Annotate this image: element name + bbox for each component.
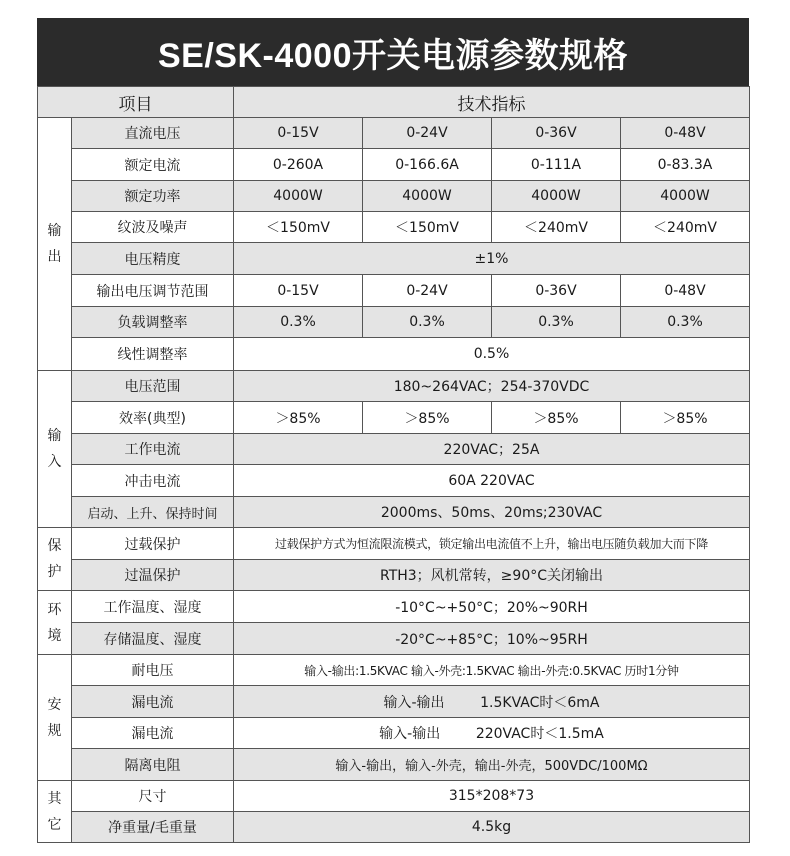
cell-value: 60A 220VAC <box>234 465 750 497</box>
cell-value: 0-260A <box>234 149 363 181</box>
table-row <box>38 528 750 560</box>
cell-value: 0-111A <box>492 149 621 181</box>
table-row <box>38 338 750 371</box>
table-row <box>38 749 750 781</box>
table-row <box>38 655 750 686</box>
row-label: 额定电流 <box>72 149 234 181</box>
header-spec: 技术指标 <box>234 87 750 118</box>
cell-value: 2000ms、50ms、20ms;230VAC <box>234 497 750 528</box>
spec-table <box>37 86 750 843</box>
group-environment-label: 环 境 <box>38 591 72 655</box>
cell-value: ＜150mV <box>363 212 492 243</box>
row-label: 电压精度 <box>72 243 234 275</box>
cell-value: 0-48V <box>621 118 750 149</box>
cell-value: 0-83.3A <box>621 149 750 181</box>
cell-value: 0-24V <box>363 275 492 307</box>
row-label: 输出电压调节范围 <box>72 275 234 307</box>
cell-value: 输入-输出 1.5KVAC时＜6mA <box>234 686 750 718</box>
table-row <box>38 243 750 275</box>
cell-value: ＜240mV <box>621 212 750 243</box>
row-label: 漏电流 <box>72 686 234 718</box>
group-protection-label: 保 护 <box>38 528 72 591</box>
group-input-label: 输 入 <box>38 371 72 528</box>
table-row <box>38 591 750 623</box>
table-row <box>38 149 750 181</box>
row-label: 负载调整率 <box>72 307 234 338</box>
group-other-label: 其 它 <box>38 781 72 843</box>
table-row <box>38 560 750 591</box>
cell-value: -10°C~+50°C；20%~90RH <box>234 591 750 623</box>
row-label: 隔离电阻 <box>72 749 234 781</box>
cell-value: ＞85% <box>363 402 492 434</box>
row-label: 额定功率 <box>72 181 234 212</box>
row-label: 工作电流 <box>72 434 234 465</box>
row-label: 尺寸 <box>72 781 234 812</box>
group-safety-label: 安 规 <box>38 655 72 781</box>
cell-value: 0-36V <box>492 118 621 149</box>
row-label: 过载保护 <box>72 528 234 560</box>
cell-value: 输入-输出:1.5KVAC 输入-外壳:1.5KVAC 输出-外壳:0.5KVAC 历时1分钟 <box>234 655 750 686</box>
cell-value: 过载保护方式为恒流限流模式，锁定输出电流值不上升，输出电压随负载加大而下降 <box>234 528 750 560</box>
table-row <box>38 212 750 243</box>
cell-value: 0-15V <box>234 275 363 307</box>
cell-value: 0.3% <box>492 307 621 338</box>
cell-value: 4000W <box>492 181 621 212</box>
cell-value: 315*208*73 <box>234 781 750 812</box>
cell-value: 4000W <box>234 181 363 212</box>
table-header-row <box>38 87 750 118</box>
row-label: 电压范围 <box>72 371 234 402</box>
cell-value: 180~264VAC；254-370VDC <box>234 371 750 402</box>
table-row <box>38 434 750 465</box>
row-label: 净重量/毛重量 <box>72 812 234 843</box>
table-row <box>38 718 750 749</box>
row-label: 漏电流 <box>72 718 234 749</box>
table-row <box>38 465 750 497</box>
cell-value: ＜150mV <box>234 212 363 243</box>
table-row <box>38 623 750 655</box>
row-label: 线性调整率 <box>72 338 234 371</box>
table-row <box>38 402 750 434</box>
table-row <box>38 181 750 212</box>
cell-value: 0-15V <box>234 118 363 149</box>
cell-value: 0-24V <box>363 118 492 149</box>
row-label: 过温保护 <box>72 560 234 591</box>
table-row <box>38 371 750 402</box>
cell-value: ＜240mV <box>492 212 621 243</box>
cell-value: 220VAC；25A <box>234 434 750 465</box>
table-row <box>38 497 750 528</box>
page-title: SE/SK-4000开关电源参数规格 <box>37 18 749 86</box>
group-output-label: 输 出 <box>38 118 72 371</box>
cell-value: ＞85% <box>492 402 621 434</box>
cell-value: 0.5% <box>234 338 750 371</box>
cell-value: 0-166.6A <box>363 149 492 181</box>
table-row <box>38 686 750 718</box>
cell-value: 4.5kg <box>234 812 750 843</box>
table-row <box>38 812 750 843</box>
cell-value: ±1% <box>234 243 750 275</box>
cell-value: RTH3；风机常转，≥90°C关闭输出 <box>234 560 750 591</box>
cell-value: 0.3% <box>234 307 363 338</box>
cell-value: 0-48V <box>621 275 750 307</box>
row-label: 启动、上升、保持时间 <box>72 497 234 528</box>
cell-value: 输入-输出 220VAC时＜1.5mA <box>234 718 750 749</box>
header-item: 项目 <box>38 87 234 118</box>
cell-value: ＞85% <box>234 402 363 434</box>
table-row <box>38 118 750 149</box>
row-label: 纹波及噪声 <box>72 212 234 243</box>
cell-value: 输入-输出，输入-外壳，输出-外壳，500VDC/100MΩ <box>234 749 750 781</box>
row-label: 存储温度、湿度 <box>72 623 234 655</box>
table-row <box>38 781 750 812</box>
cell-value: 0.3% <box>621 307 750 338</box>
cell-value: 0-36V <box>492 275 621 307</box>
row-label: 效率(典型) <box>72 402 234 434</box>
cell-value: -20°C~+85°C；10%~95RH <box>234 623 750 655</box>
cell-value: ＞85% <box>621 402 750 434</box>
cell-value: 0.3% <box>363 307 492 338</box>
row-label: 直流电压 <box>72 118 234 149</box>
table-row <box>38 307 750 338</box>
cell-value: 4000W <box>621 181 750 212</box>
table-row <box>38 275 750 307</box>
cell-value: 4000W <box>363 181 492 212</box>
row-label: 耐电压 <box>72 655 234 686</box>
row-label: 冲击电流 <box>72 465 234 497</box>
row-label: 工作温度、湿度 <box>72 591 234 623</box>
